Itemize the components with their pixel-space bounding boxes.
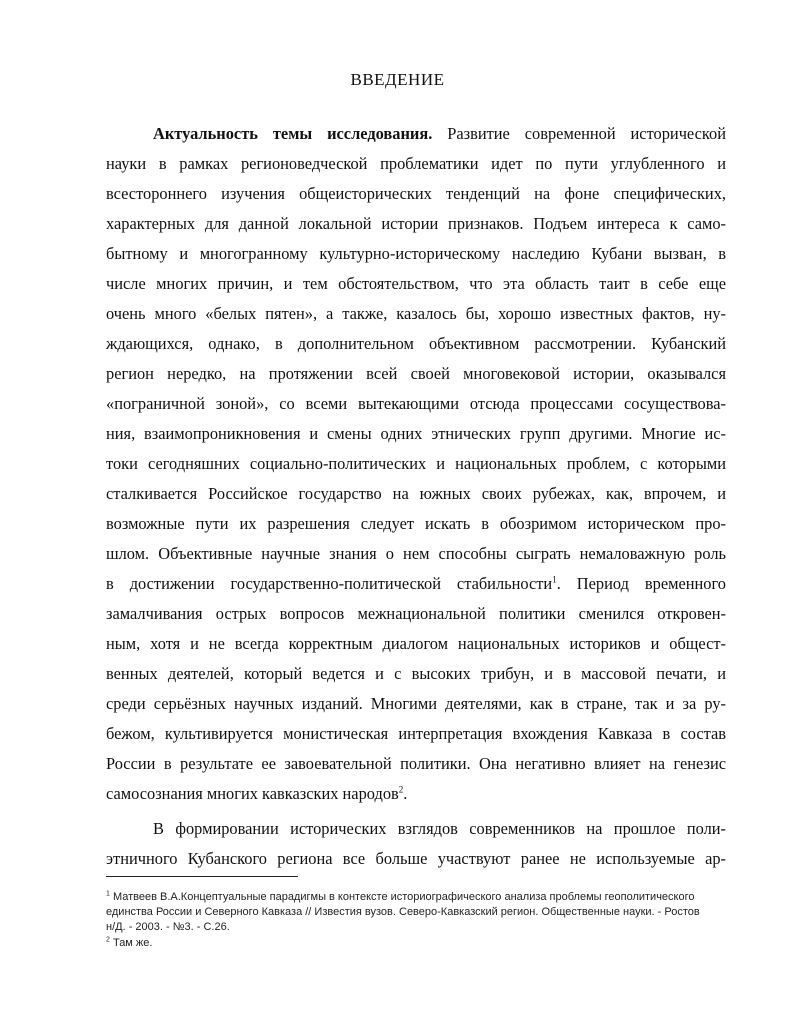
text-line: ния, взаимопроникновения и смены одних этнических групп другими. Многие ис-	[106, 424, 726, 443]
text-line: венных деятелей, который ведется и с высоких трибун, и в массовой печати, и	[106, 664, 726, 683]
text-line: очень много «белых пятен», а также, казалось бы, хорошо известных фактов, ну-	[106, 304, 726, 323]
text-line: науки в рамках регионоведческой проблематики идет по пути углубленного и	[106, 154, 726, 173]
text-line: среди серьёзных научных изданий. Многими деятелями, как в стране, так и за ру-	[106, 694, 726, 713]
text-line: характерных для данной локальной истории признаков. Подъем интереса к само-	[106, 214, 726, 233]
intro-bold-phrase: Актуальность темы исследования.	[153, 124, 433, 143]
footnote-1: $^1$ Матвеев В.А.Концептуальные парадигмы в контексте историографического анализа проблемы геополитического	[106, 890, 695, 903]
text-line: России в результате ее завоевательной политики. Она негативно влияет на генезис	[106, 754, 726, 773]
footnote-2: $^2$ Там же.	[106, 936, 153, 949]
text-line: числе многих причин, и тем обстоятельством, что эта область таит в себе еще	[106, 274, 726, 293]
text-line: В формировании исторических взглядов современников на прошлое поли-	[153, 819, 726, 838]
text-line: токи сегодняшних социально-политических и национальных проблем, с которыми	[106, 454, 726, 473]
text-line: замалчивания острых вопросов межнациональной политики сменился откровен-	[106, 604, 726, 623]
text-line: бытному и многогранному культурно-историческому наследию Кубани вызван, в	[106, 244, 726, 263]
text-line: этничного Кубанского региона все больше участвуют ранее не используемые ар-	[106, 849, 726, 868]
text-line: регион нередко, на протяжении всей своей многовековой истории, оказывался	[106, 364, 726, 383]
footnote-ref: 2	[398, 784, 404, 795]
text-line: сталкивается Российское государство на южных своих рубежах, как, впрочем, и	[106, 484, 726, 503]
footnote-ref: 1	[552, 574, 557, 585]
text-line: шлом. Объективные научные знания о нем способны сыграть немаловажную роль	[106, 544, 726, 563]
text-line: Актуальность темы исследования. Развитие современной исторической	[153, 124, 726, 143]
text-line: всестороннего изучения общеисторических тенденций на фоне специфических,	[106, 184, 726, 203]
footnote-1-cont: единства России и Северного Кавказа // Известия вузов. Северо-Кавказский регион. Общественные науки. - Ростов	[106, 906, 700, 918]
text-line: возможные пути их разрешения следует искать в обозримом историческом про-	[106, 514, 726, 533]
text-line: бежом, культивируется монистическая интерпретация вхождения Кавказа в состав	[106, 724, 726, 743]
footnote-divider	[106, 876, 298, 877]
page-title: ВВЕДЕНИЕ	[350, 70, 445, 89]
text-line: самосознания многих кавказских народов$^2$.	[106, 784, 408, 803]
text-line: в достижении государственно-политической стабильности$^1$. Период временного	[106, 574, 726, 593]
text-line: ным, хотя и не всегда корректным диалогом национальных историков и общест-	[106, 634, 726, 653]
text-line: «пограничной зоной», со всеми вытекающими отсюда процессами сосуществова-	[106, 394, 726, 413]
footnote-1-cont: н/Д. - 2003. - №3. - С.26.	[106, 921, 230, 933]
text-line: ждающихся, однако, в дополнительном объективном рассмотрении. Кубанский	[106, 334, 726, 353]
